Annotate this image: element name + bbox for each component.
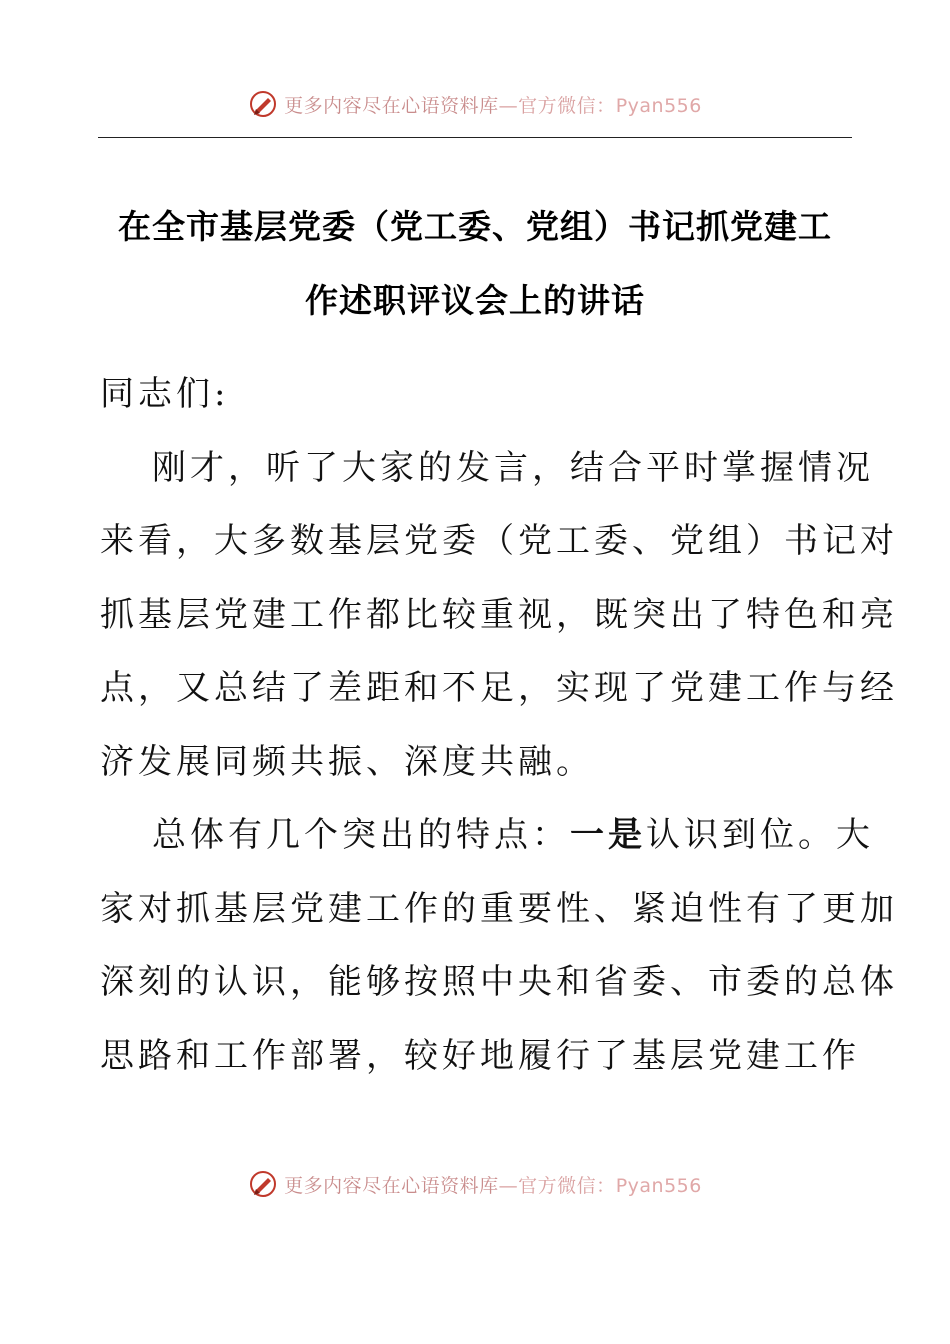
paragraph-2-line: 家对抓基层党建工作的重要性、紧迫性有了更加 bbox=[100, 888, 898, 929]
banner-dash: — bbox=[498, 1174, 519, 1197]
title-line-2: 作述职评议会上的讲话 bbox=[305, 281, 645, 320]
document-body bbox=[100, 358, 898, 1093]
paragraph-1-line: 来看，大多数基层党委（党工委、党组）书记对 bbox=[100, 521, 898, 561]
footer-banner bbox=[0, 1164, 950, 1204]
banner-wechat-id: Pyan556 bbox=[615, 94, 702, 117]
paragraph-2-first-line bbox=[100, 799, 874, 873]
header-divider bbox=[98, 137, 852, 138]
banner-text bbox=[284, 1171, 702, 1198]
paragraph-2-line: 深刻的认识，能够按照中央和省委、市委的总体 bbox=[100, 962, 898, 1002]
pen-logo-icon bbox=[248, 1169, 278, 1199]
document-title bbox=[100, 190, 850, 338]
paragraph-1-line: 点，又总结了差距和不足，实现了党建工作与经 bbox=[100, 668, 898, 708]
paragraph-2 bbox=[100, 799, 898, 1093]
paragraph-1-line: 刚才，听了大家的发言，结合平时掌握情况 bbox=[152, 447, 874, 488]
banner-text bbox=[284, 91, 702, 118]
paragraph-1 bbox=[100, 432, 898, 800]
paragraph-2-intro: 总体有几个突出的特点： bbox=[152, 815, 570, 855]
paragraph-1-line: 抓基层党建工作都比较重视，既突出了特色和亮 bbox=[100, 594, 898, 635]
banner-main-text: 更多内容尽在心语资料库 bbox=[284, 94, 499, 117]
paragraph-1-line: 济发展同频共振、深度共融。 bbox=[100, 741, 594, 782]
banner-dash: — bbox=[498, 94, 519, 117]
paragraph-2-rest: 认识到位。大 bbox=[646, 815, 874, 855]
paragraph-2-key: 一是 bbox=[570, 815, 646, 855]
banner-wechat-label: 官方微信： bbox=[518, 94, 616, 117]
salutation: 同志们: bbox=[100, 374, 230, 414]
banner-wechat-id: Pyan556 bbox=[615, 1174, 702, 1197]
pen-logo-icon bbox=[248, 89, 278, 119]
banner-main-text: 更多内容尽在心语资料库 bbox=[284, 1174, 499, 1197]
header-banner bbox=[0, 84, 950, 124]
banner-wechat-label: 官方微信： bbox=[518, 1174, 616, 1197]
title-line-1: 在全市基层党委（党工委、党组）书记抓党建工 bbox=[118, 207, 832, 246]
paragraph-2-line: 思路和工作部署，较好地履行了基层党建工作 bbox=[100, 1035, 860, 1076]
